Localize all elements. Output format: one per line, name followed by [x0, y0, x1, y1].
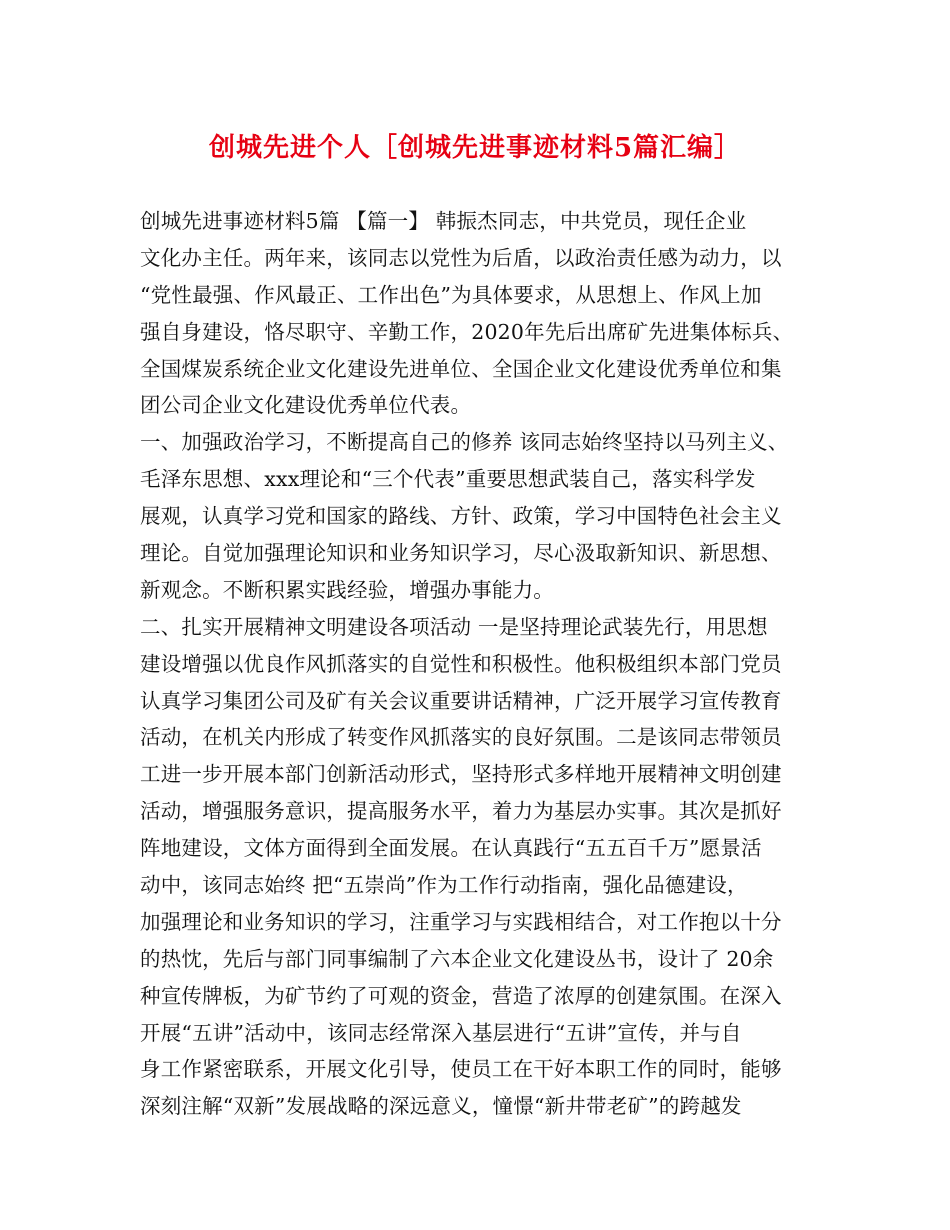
body-line: 理论。自觉加强理论知识和业务知识学习，尽心汲取新知识、新思想、	[140, 541, 782, 566]
body-line: 加强理论和业务知识的学习，注重学习与实践相结合，对工作抱以十分	[140, 909, 782, 934]
body-line: 文化办主任。两年来，该同志以党性为后盾，以政治责任感为动力，以	[140, 245, 782, 270]
body-line: 团公司企业文化建设优秀单位代表。	[140, 393, 472, 418]
body-line: 动中，该同志始终 把“五崇尚”作为工作行动指南，强化品德建设，	[140, 873, 748, 898]
body-line: 全国煤炭系统企业文化建设先进单位、全国企业文化建设优秀单位和集	[140, 356, 782, 381]
body-line: 的热忱，先后与部门同事编制了六本企业文化建设丛书，设计了 20余	[140, 946, 774, 971]
body-line: 开展“五讲”活动中，该同志经常深入基层进行“五讲”宣传，并与自	[140, 1020, 742, 1045]
body-line: 深刻注解“双新”发展战略的深远意义，憧憬“新井带老矿”的跨越发	[140, 1094, 742, 1119]
body-line: 阵地建设，文体方面得到全面发展。在认真践行“五五百千万”愿景活	[140, 836, 762, 861]
body-line: 展观，认真学习党和国家的路线、方针、政策，学习中国特色社会主义	[140, 504, 782, 529]
body-line: 一、加强政治学习，不断提高自己的修养 该同志始终坚持以马列主义、	[140, 430, 789, 455]
body-line: 活动，增强服务意识，提高服务水平，着力为基层办实事。其次是抓好	[140, 799, 782, 824]
document-body	[140, 203, 820, 1125]
body-line: 建设增强以优良作风抓落实的自觉性和积极性。他积极组织本部门党员	[140, 651, 782, 676]
body-line: 工进一步开展本部门创新活动形式，坚持形式多样地开展精神文明创建	[140, 762, 782, 787]
body-line: 创城先进事迹材料5篇 【篇一】 韩振杰同志，中共党员，现任企业	[140, 209, 747, 233]
body-line: 强自身建设，恪尽职守、辛勤工作，2020年先后出席矿先进集体标兵、	[140, 319, 794, 344]
body-line: 毛泽东思想、xxx理论和“三个代表”重要思想武装自己，落实科学发	[140, 467, 756, 492]
body-line: 活动，在机关内形成了转变作风抓落实的良好氛围。二是该同志带领员	[140, 725, 782, 750]
body-line: “党性最强、作风最正、工作出色”为具体要求，从思想上、作风上加	[140, 282, 762, 307]
body-line: 认真学习集团公司及矿有关会议重要讲话精神，广泛开展学习宣传教育	[140, 688, 782, 713]
document-title: 创城先进个人［创城先进事迹材料5篇汇编］	[208, 133, 742, 163]
body-line: 二、扎实开展精神文明建设各项活动 一是坚持理论武装先行，用思想	[140, 614, 768, 639]
body-line: 种宣传牌板，为矿节约了可观的资金，营造了浓厚的创建氛围。在深入	[140, 983, 782, 1008]
body-line: 新观念。不断积累实践经验，增强办事能力。	[140, 577, 554, 602]
body-line: 身工作紧密联系，开展文化引导，使员工在干好本职工作的同时，能够	[140, 1057, 782, 1082]
